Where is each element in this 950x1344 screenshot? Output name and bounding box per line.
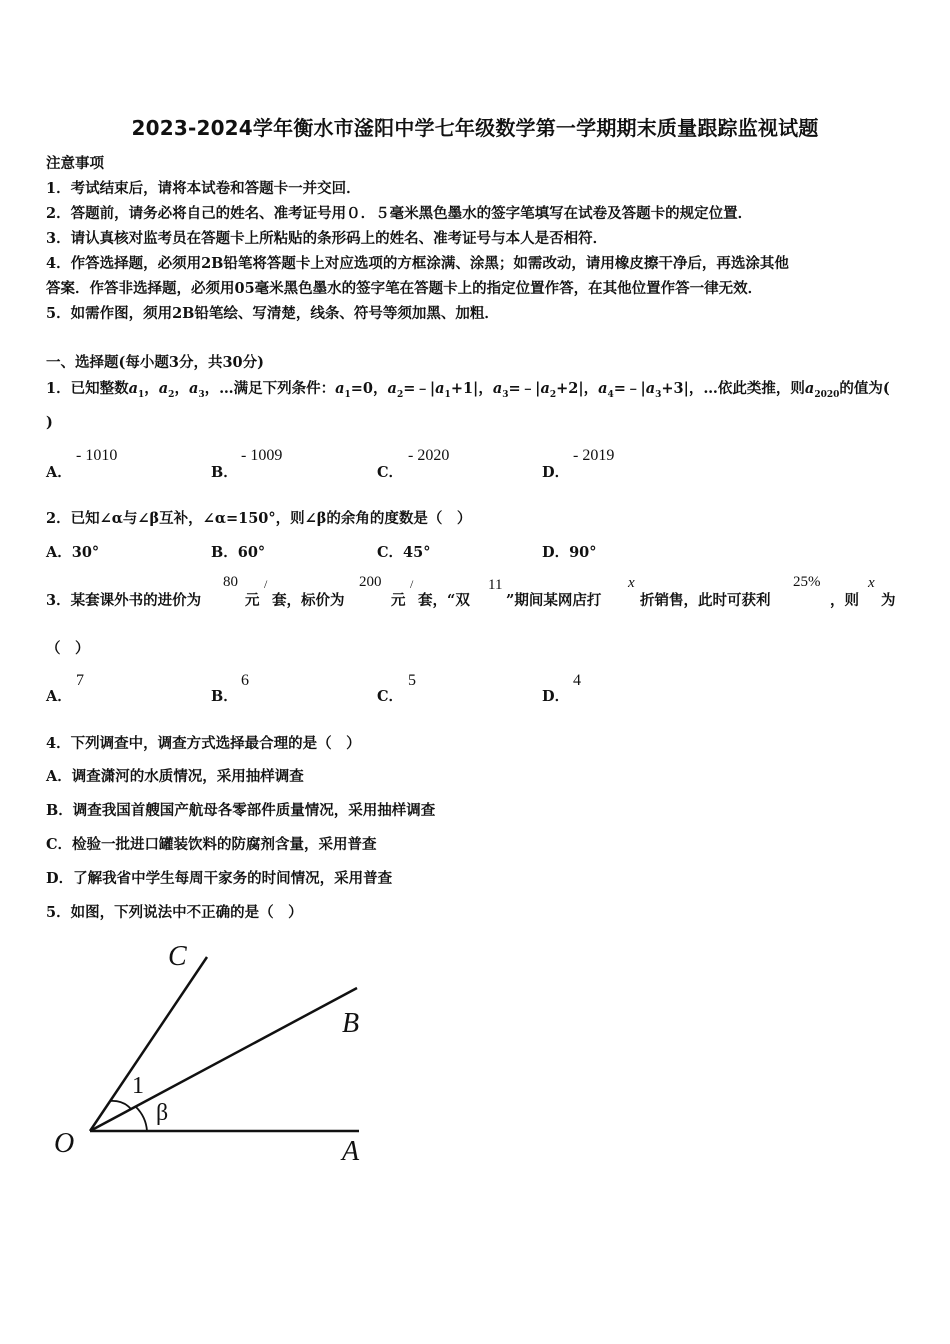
notice-item: 3．请认真核对监考员在答题卡上所粘贴的条形码上的姓名、准考证号与本人是否相符． [46, 230, 608, 247]
label-o: O [54, 1128, 75, 1159]
question-1-close-paren: ) [46, 414, 53, 431]
ray-oc [90, 957, 207, 1131]
q1-option-b-value: - 1009 [241, 447, 283, 464]
q1-option-c-label: C． [377, 464, 404, 481]
q3-profit-rate: 25% [793, 574, 821, 590]
q3-option-b-value: 6 [241, 672, 249, 689]
q1-option-b-label: B． [211, 464, 238, 481]
question-3-part-5: 套，“双 [418, 592, 470, 609]
notice-item: 4．作答选择题，必须用2B铅笔将答题卡上对应选项的方框涂满、涂黑；如需改动，请用橡皮擦干净后，再选涂其他 [46, 255, 789, 272]
q3-variable-x: x [628, 575, 635, 591]
question-3-part-1: 3．某套课外书的进价为 [46, 592, 202, 609]
q3-option-c-label: C． [377, 688, 404, 705]
q3-option-a-value: 7 [76, 672, 84, 689]
label-angle-beta: β [156, 1100, 169, 1126]
section-heading: 一、选择题(每小题3分，共30分) [46, 354, 264, 371]
question-3-part-4: 元 [391, 592, 406, 609]
question-2-text: 2．已知∠α与∠β互补，∠α=150°，则∠β的余角的度数是（ ） [46, 510, 472, 527]
q3-option-d-label: D． [542, 688, 570, 705]
ray-ob [90, 988, 360, 1131]
q2-option-d: D．90° [542, 544, 597, 561]
q1-option-d-label: D． [542, 464, 570, 481]
label-c: C [168, 941, 187, 972]
q2-option-b: B．60° [211, 544, 266, 561]
notice-item: 2．答题前，请务必将自己的姓名、准考证号用０．５毫米黑色墨水的签字笔填写在试卷及答题卡的规定位置． [46, 205, 753, 222]
page-title: 2023-2024学年衡水市滏阳中学七年级数学第一学期期末质量跟踪监视试题 [131, 116, 819, 140]
notice-heading: 注意事项 [46, 155, 104, 172]
label-b: B [342, 1008, 360, 1039]
notice-item: 答案．作答非选择题，必须用05毫米黑色墨水的签字笔在答题卡上的指定位置作答，在其他位置作答一律无效． [46, 280, 763, 297]
q3-variable-x-2: x [868, 575, 875, 591]
q3-option-b-label: B． [211, 688, 238, 705]
q4-option-d: D．了解我省中学生每周干家务的时间情况，采用普查 [46, 870, 393, 887]
question-3-part-8: ，则 [830, 592, 859, 609]
q1-option-a-label: A． [46, 464, 72, 481]
q4-option-b: B．调查我国首艘国产航母各零部件质量情况，采用抽样调查 [46, 802, 436, 819]
q3-option-a-label: A． [46, 688, 72, 705]
angle-arc-beta [136, 1107, 147, 1131]
question-3-part-3: 套，标价为 [272, 592, 345, 609]
q2-option-c: C．45° [377, 544, 431, 561]
notice-item: 5．如需作图，须用2B铅笔绘、写清楚，线条、符号等须加黑、加粗． [46, 305, 499, 322]
q3-option-c-value: 5 [408, 672, 416, 689]
angle-arc-1 [110, 1101, 131, 1109]
question-1-text: 1．已知整数$a_1$，$a_2$，$a_3$，…满足下列条件：$a_1=0$，$a_2=﹣|a_1+1|$，$a_3=﹣|a_2+2|$，$a_4=﹣|a_3+3|$，…依此类推，则$a_{2020}$的值为( [46, 380, 890, 400]
q1-option-c-value: - 2020 [408, 447, 450, 464]
angle-figure [46, 930, 386, 1170]
q2-option-a: A．30° [46, 544, 100, 561]
q3-double-eleven: 11 [488, 577, 503, 593]
question-3-part-2: 元 [245, 592, 260, 609]
question-3-part-7: 折销售，此时可获利 [640, 592, 771, 609]
question-5-text: 5．如图，下列说法中不正确的是（ ） [46, 904, 303, 921]
q1-option-a-value: - 1010 [76, 447, 118, 464]
label-a: A [342, 1136, 360, 1167]
question-3-part-9: 为 [881, 592, 896, 609]
question-3-paren: （ ） [46, 640, 90, 657]
question-4-text: 4．下列调查中，调查方式选择最合理的是（ ） [46, 735, 361, 752]
q3-slash-1: / [264, 577, 268, 591]
q3-cost-value: 80 [223, 574, 238, 590]
label-angle-1: 1 [132, 1073, 144, 1099]
question-3-part-6: ”期间某网店打 [506, 592, 602, 609]
q1-option-d-value: - 2019 [573, 447, 615, 464]
q4-option-c: C．检验一批进口罐装饮料的防腐剂含量，采用普查 [46, 836, 377, 853]
notice-item: 1．考试结束后，请将本试卷和答题卡一并交回． [46, 180, 361, 197]
q3-slash-2: / [410, 577, 414, 591]
q4-option-a: A．调查潇河的水质情况，采用抽样调查 [46, 768, 304, 785]
q3-price-value: 200 [359, 574, 382, 590]
q3-option-d-value: 4 [573, 672, 581, 689]
